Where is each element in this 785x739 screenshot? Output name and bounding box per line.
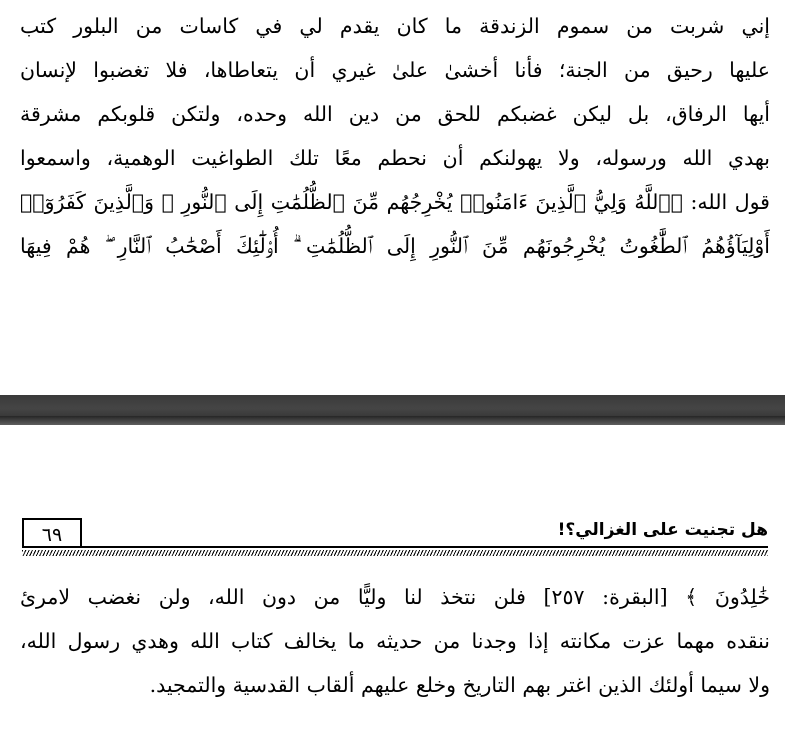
text-line: ولا سيما أولئك الذين اغتر بهم التاريخ وخلع عليهم ألقاب القدسية والتمجيد. <box>149 673 770 697</box>
text-line: أيها الرفاق، بل ليكن غضبكم للحق من دين الله وحده، ولتكن قلوبكم مشرقة <box>20 102 770 126</box>
page-number: ٦٩ <box>22 518 82 548</box>
separator-shade <box>0 416 785 425</box>
text-line: ننقده مهما عزت مكانته إذا وجدنا من حديثه ما يخالف كتاب الله وهدي رسول الله، <box>20 629 770 653</box>
text-line: بهدي الله ورسوله، ولا يهولنكم أن نحطم معًا تلك الطواغيت الوهمية، واسمعوا <box>20 146 770 170</box>
top-paragraph <box>20 4 770 268</box>
quran-verse-line: أَوْلِيَآؤُهُمُ ٱلطَّٰغُوتُ يُخْرِجُونَهُم مِّنَ ٱلنُّورِ إِلَى ٱلظُّلُمَٰتِ ۗ أُو۟لَٰٓئِكَ أَصْحَٰبُ ٱلنَّارِ ۖ هُمْ فِيهَا <box>20 234 770 258</box>
header-hatch-border <box>22 550 768 556</box>
bottom-page <box>0 425 785 739</box>
page-header <box>22 518 768 560</box>
running-title: هل تجنيت على الغزالي؟! <box>557 520 768 540</box>
text-line: إني شربت من سموم الزندقة ما كان يقدم لي في كاسات من البلور كتب <box>20 14 770 38</box>
text-line: عليها رحيق من الجنة؛ فأنا أخشىٰ علىٰ غيري أن يتعاطاها، فلا تغضبوا لإنسان <box>20 58 770 82</box>
page-separator <box>0 395 785 425</box>
header-rule <box>82 546 768 548</box>
bottom-paragraph <box>20 575 770 707</box>
quran-verse-line: قول الله: ﴿ٱللَّهُ وَلِيُّ ٱلَّذِينَ ءَامَنُوا۟ يُخْرِجُهُم مِّنَ ٱلظُّلُمَٰتِ إِلَى ٱلنُّورِ ۖ وَٱلَّذِينَ كَفَرُوٓا۟ <box>20 190 770 214</box>
text-line: خَٰلِدُونَ ﴾ [البقرة: ٢٥٧] فلن نتخذ لنا وليًّا من دون الله، ولن نغضب لامرئ <box>20 585 770 609</box>
